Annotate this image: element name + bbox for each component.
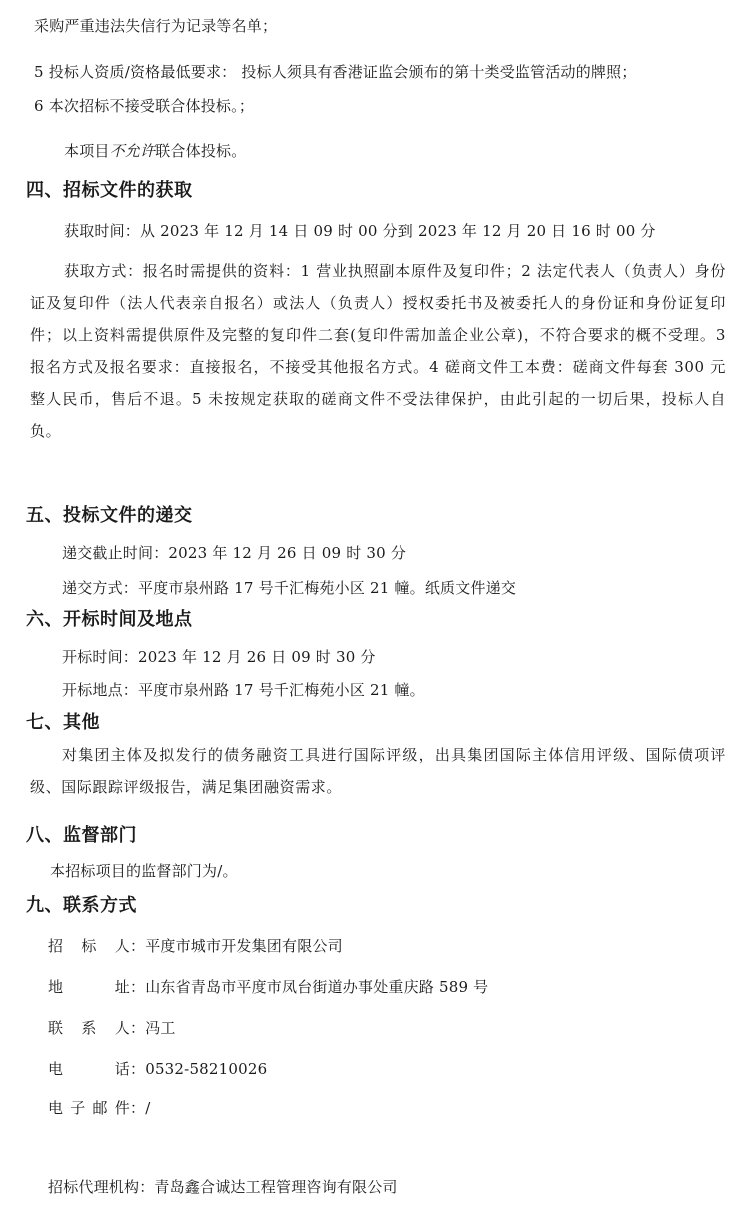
contact-phone-value: ：0532-58210026: [130, 1060, 268, 1078]
contact-address-label: 地 址: [48, 978, 130, 996]
section-5-title: 五、投标文件的递交: [26, 505, 193, 526]
section-9-title: 九、联系方式: [26, 895, 137, 916]
section-7-title: 七、其他: [26, 712, 100, 733]
contact-address-value: ：山东省青岛市平度市凤台街道办事处重庆路 589 号: [130, 978, 489, 996]
consortium-note-prefix: 本项目: [64, 142, 110, 160]
contact-address-row: [48, 977, 488, 997]
contact-person-label: 联 系 人: [48, 1019, 130, 1037]
section-6-time: 开标时间：2023 年 12 月 26 日 09 时 30 分: [62, 648, 376, 666]
contact-email-row: [48, 1098, 150, 1118]
contact-agency-row: [48, 1177, 398, 1197]
contact-phone-label: 电 话: [48, 1060, 130, 1078]
contact-agency-value: ：青岛鑫合诚达工程管理咨询有限公司: [139, 1178, 398, 1196]
section-6-place: 开标地点：平度市泉州路 17 号千汇梅苑小区 21 幢。: [62, 681, 425, 699]
section-7-body: 对集团主体及拟发行的债务融资工具进行国际评级，出具集团国际主体信用评级、国际债项评级、国际跟踪评级报告，满足集团融资需求。: [30, 746, 726, 796]
line-blacklist-continuation: 采购严重违法失信行为记录等名单；: [34, 17, 278, 35]
line-no-consortium: 6 本次招标不接受联合体投标。；: [34, 97, 255, 115]
section-4-method: 获取方式：报名时需提供的资料：1 营业执照副本原件及复印件；2 法定代表人（负责人）身份证及复印件（法人代表亲自报名）或法人（负责人）授权委托书及被委托人的身份证和身份证复印件；以上资料需提供原件及完整的复印件二套(复印件需加盖企业公章)，不符合要求的概不受理。3 报名方式及报名要求：直接报名，不接受其他报名方式。4 磋商文件工本费：磋商文件每套 300 元整人民币，售后不退。5 未按规定获取的磋商文件不受法律保护，由此引起的一切后果，投标人自负。: [30, 262, 726, 440]
consortium-note-italic: 不允许: [109, 142, 156, 160]
section-8-title: 八、监督部门: [26, 825, 137, 846]
section-4-title: 四、招标文件的获取: [26, 180, 193, 201]
contact-tenderer-row: [48, 936, 343, 956]
contact-email-value: ：/: [130, 1099, 151, 1117]
line-qualification-requirement: 5 投标人资质/资格最低要求： 投标人须具有香港证监会颁布的第十类受监管活动的牌照；: [34, 63, 637, 81]
contact-person-row: [48, 1018, 176, 1038]
contact-email-label: 电子邮件: [48, 1099, 130, 1117]
contact-tenderer-label: 招 标 人: [48, 937, 130, 955]
contact-person-value: ：冯工: [130, 1019, 176, 1037]
section-6-title: 六、开标时间及地点: [26, 609, 193, 630]
line-consortium-note: [64, 141, 246, 161]
section-4-time: 获取时间：从 2023 年 12 月 14 日 09 时 00 分到 2023 年 12 月 20 日 16 时 00 分: [64, 222, 656, 240]
section-8-body: 本招标项目的监督部门为/。: [50, 862, 238, 880]
contact-phone-row: [48, 1059, 267, 1079]
section-5-method: 递交方式：平度市泉州路 17 号千汇梅苑小区 21 幢。纸质文件递交: [62, 579, 517, 597]
consortium-note-suffix: 联合体投标。: [155, 142, 247, 160]
contact-agency-label: 招标代理机构: [48, 1178, 140, 1196]
section-5-deadline: 递交截止时间：2023 年 12 月 26 日 09 时 30 分: [62, 544, 407, 562]
contact-tenderer-value: ：平度市城市开发集团有限公司: [130, 937, 343, 955]
